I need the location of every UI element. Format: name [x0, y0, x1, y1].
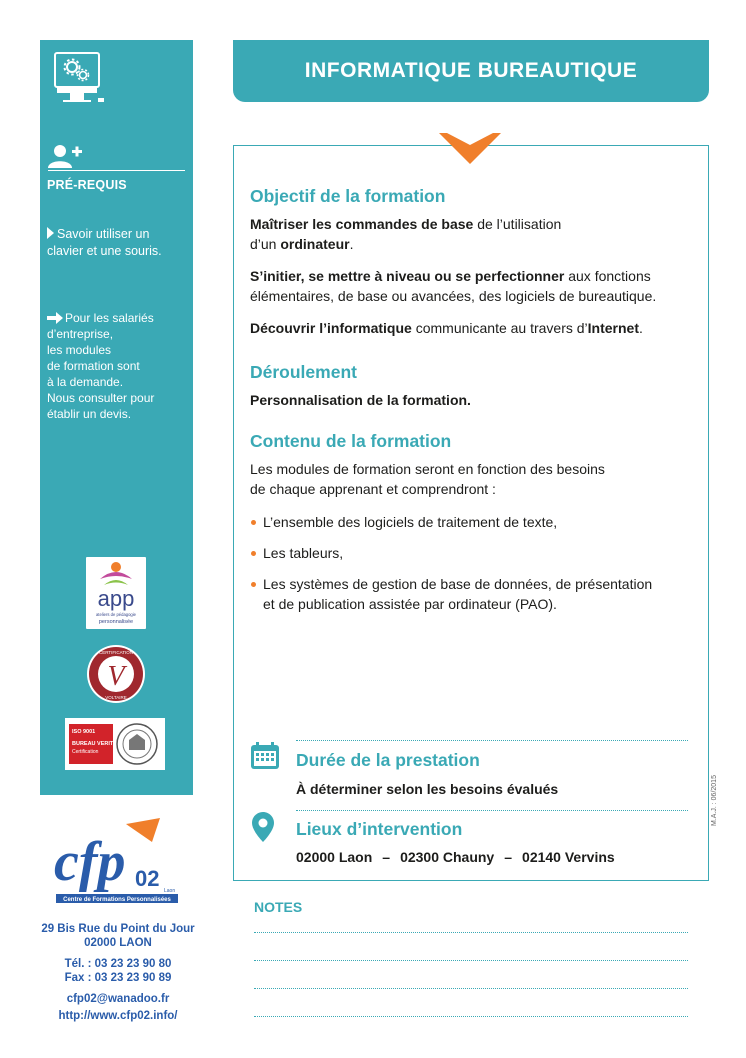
contenu-list	[250, 512, 700, 625]
list-item: Les systèmes de gestion de base de données, de présentation et de publication assistée par ordinateur (PAO).	[250, 574, 700, 614]
location-chauny: 02300 Chauny	[400, 849, 495, 865]
notes-line	[254, 960, 688, 961]
fax: Fax : 03 23 23 90 89	[64, 972, 172, 984]
notes-line	[254, 1016, 688, 1017]
bullet-icon	[251, 520, 256, 525]
address-line: 29 Bis Rue du Point du Jour	[41, 923, 195, 935]
sidebar	[40, 40, 193, 795]
svg-text:BUREAU VERITAS: BUREAU VERITAS	[72, 741, 121, 747]
contenu-title: Contenu de la formation	[250, 431, 452, 451]
header-banner	[233, 40, 709, 102]
objectif-p3: Découvrir l’informatique communicante au travers d’Internet.	[250, 320, 643, 336]
bullet-icon	[251, 551, 256, 556]
computer-settings-icon	[54, 52, 106, 104]
website-link[interactable]: http://www.cfp02.info/	[58, 1010, 178, 1022]
svg-text:ateliers de pédagogie: ateliers de pédagogie	[95, 612, 137, 617]
bureau-veritas-logo	[65, 718, 165, 770]
triangle-notch	[447, 133, 493, 145]
deroulement-text: Personnalisation de la formation.	[250, 392, 471, 408]
deroulement-title: Déroulement	[250, 362, 357, 382]
list-item: Les tableurs,	[250, 543, 700, 563]
objectif-title: Objectif de la formation	[250, 186, 446, 206]
svg-text:cfp: cfp	[54, 831, 126, 893]
divider	[48, 170, 185, 171]
prereq-item: Savoir utiliser un clavier et une souris.	[47, 227, 162, 258]
svg-text:VOLTAIRE: VOLTAIRE	[105, 695, 127, 700]
calendar-icon	[250, 742, 280, 770]
contact-block	[24, 922, 212, 1023]
svg-text:ISO 9001: ISO 9001	[72, 729, 96, 735]
phone: Tél. : 03 23 23 90 80	[64, 958, 172, 970]
svg-text:Laon: Laon	[164, 888, 176, 894]
duree-value: À déterminer selon les besoins évalués	[296, 781, 559, 797]
svg-text:Certification: Certification	[72, 749, 99, 755]
add-user-icon	[48, 144, 82, 168]
svg-text:02: 02	[135, 866, 160, 891]
address-city: 02000 LAON	[84, 937, 152, 949]
lieux-title: Lieux d’intervention	[296, 819, 463, 839]
location-vervins: 02140 Vervins	[522, 849, 615, 865]
objectif-p2: S’initier, se mettre à niveau ou se perfectionner aux fonctions élémentaires, de base ou avancées, des logiciels de bureautique.	[250, 268, 657, 304]
divider	[296, 810, 688, 811]
notes-title: NOTES	[254, 899, 303, 915]
notes-line	[254, 988, 688, 989]
svg-text:Centre de Formations Personnal: Centre de Formations Personnalisées	[63, 897, 171, 903]
svg-text:personnalisée: personnalisée	[98, 619, 134, 625]
triangle-arrow-icon	[47, 227, 54, 239]
lieux-list: 02000 Laon – 02300 Chauny – 02140 Vervins	[296, 849, 615, 865]
notes-line	[254, 932, 688, 933]
location-laon: 02000 Laon	[296, 849, 373, 865]
salaries-note: Pour les salariés d’entreprise, les modules de formation sont à la demande. Nous consulter pour établir un devis.	[47, 311, 155, 421]
app-logo	[86, 557, 146, 629]
svg-text:CERTIFICATION: CERTIFICATION	[98, 650, 134, 655]
cfp02-logo	[52, 816, 182, 908]
svg-text:V: V	[107, 661, 125, 692]
objectif-p1: Maîtriser les commandes de base de l’utilisation d’un ordinateur.	[250, 216, 562, 252]
prereq-title: PRÉ-REQUIS	[47, 178, 127, 192]
location-pin-icon	[252, 812, 274, 842]
list-item: L’ensemble des logiciels de traitement de texte,	[250, 512, 700, 532]
voltaire-certification-logo	[87, 645, 145, 703]
svg-text:app: app	[97, 586, 135, 611]
contenu-intro: Les modules de formation seront en fonction des besoins de chaque apprenant et comprendront :	[250, 461, 605, 497]
email-link[interactable]: cfp02@wanadoo.fr	[66, 993, 170, 1005]
bullet-icon	[251, 582, 256, 587]
divider	[296, 740, 688, 741]
page-title: INFORMATIQUE BUREAUTIQUE	[304, 59, 638, 82]
update-date: M.A.J. : 06/2015	[711, 775, 718, 826]
duree-title: Durée de la prestation	[296, 750, 480, 770]
arrow-right-icon	[47, 312, 63, 324]
